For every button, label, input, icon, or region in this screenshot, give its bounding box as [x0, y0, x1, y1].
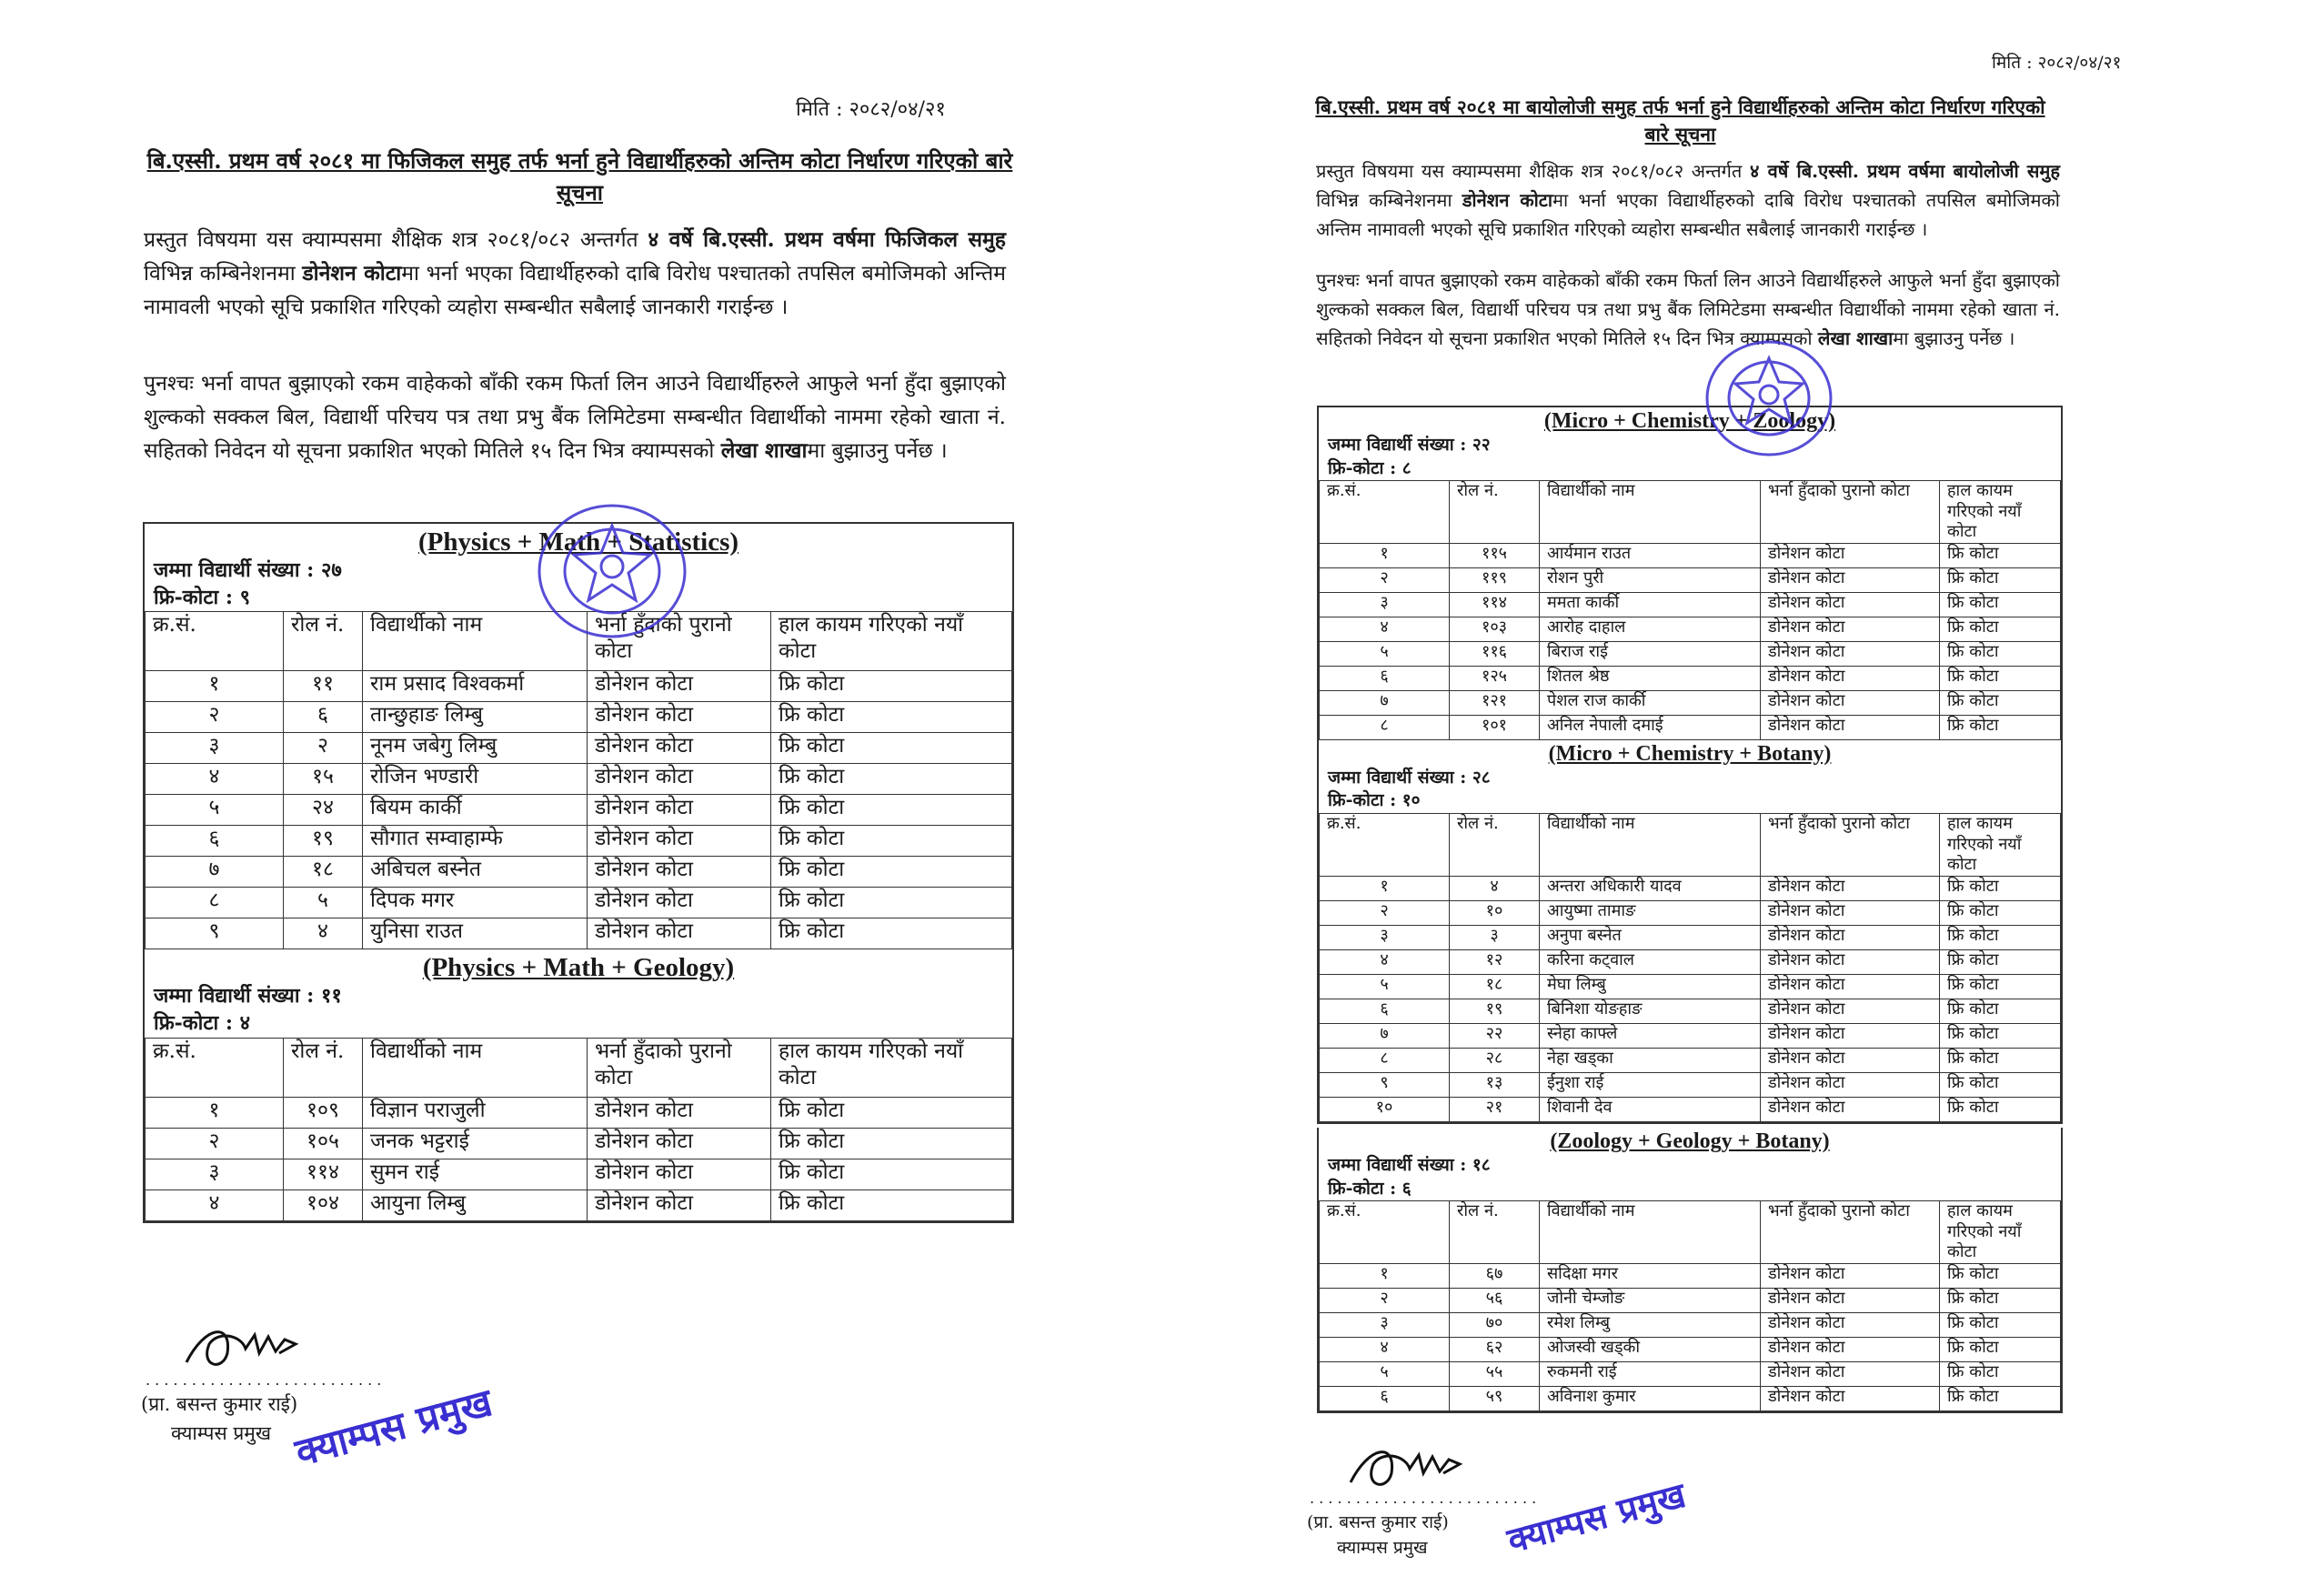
- table-row: [1320, 1097, 2061, 1121]
- cell-student-name: युनिसा राउत: [363, 918, 588, 949]
- cell-roll: १२: [1450, 949, 1540, 974]
- cell-student-name: राम प्रसाद विश्वकर्मा: [363, 671, 588, 702]
- col-new-quota: हाल कायम गरिएको नयाँ कोटा: [1940, 814, 2061, 877]
- postscript-paragraph: पुनश्चः भर्ना वापत बुझाएको रकम वाहेकको बाँकी रकम फिर्ता लिन आउने विद्यार्थीहरुले आफुले भर्ना हुँदा बुझाएको शुल्कको सक्कल बिल, विद्यार्थी परिचय पत्र तथा प्रभु बैंक लिमिटेडमा सम्बन्धीत विद्यार्थीको नाममा रहेको खाता नं. सहितको निवेदन यो सूचना प्रकाशित भएको मितिले १५ दिन भित्र क्याम्पसको लेखा शाखामा बुझाउनु पर्नेछ ।: [144, 372, 1006, 463]
- table-row: [1320, 876, 2061, 900]
- table-row: [146, 671, 1012, 702]
- section-title: (Physics + Math + Statistics): [417, 527, 739, 557]
- col-roll: रोल नं.: [1450, 814, 1540, 877]
- cell-new-quota: फ्रि कोटा: [1940, 900, 2061, 925]
- table-row: [1320, 925, 2061, 949]
- cell-roll: ११४: [284, 1159, 363, 1189]
- cell-student-name: आयुना लिम्बु: [363, 1189, 588, 1220]
- signer-name: (प्रा. बसन्त कुमार राई): [141, 1393, 298, 1415]
- cell-old-quota: डोनेशन कोटा: [588, 1159, 771, 1189]
- cell-roll: ११४: [1450, 592, 1540, 617]
- cell-student-name: ईनुशा राई: [1540, 1072, 1761, 1097]
- table-row: [146, 702, 1012, 733]
- cell-new-quota: फ्रि कोटा: [1940, 1288, 2061, 1312]
- cell-new-quota: फ्रि कोटा: [1940, 1386, 2061, 1410]
- table-row: [146, 857, 1012, 888]
- cell-student-name: बियम कार्की: [363, 795, 588, 826]
- cell-roll: ६: [284, 702, 363, 733]
- cell-old-quota: डोनेशन कोटा: [1761, 949, 1940, 974]
- table-row: [1320, 974, 2061, 999]
- cell-student-name: नेहा खड्का: [1540, 1048, 1761, 1072]
- table-row: [146, 1128, 1012, 1159]
- cell-old-quota: डोनेशन कोटा: [1761, 715, 1940, 739]
- table-row: [1320, 592, 2061, 617]
- cell-serial: ३: [1320, 592, 1450, 617]
- quota-tables: [1317, 406, 2063, 1124]
- table-row: [1320, 1337, 2061, 1361]
- cell-new-quota: फ्रि कोटा: [1940, 949, 2061, 974]
- cell-student-name: रुकमनी राई: [1540, 1361, 1761, 1386]
- cell-old-quota: डोनेशन कोटा: [1761, 999, 1940, 1023]
- cell-new-quota: फ्रि कोटा: [771, 764, 1012, 795]
- cell-serial: ४: [1320, 617, 1450, 641]
- cell-student-name: बिराज राई: [1540, 641, 1761, 666]
- cell-serial: ३: [146, 1159, 284, 1189]
- cell-roll: ३: [1450, 925, 1540, 949]
- cell-new-quota: फ्रि कोटा: [1940, 1263, 2061, 1288]
- cell-roll: १२१: [1450, 690, 1540, 715]
- cell-old-quota: डोनेशन कोटा: [1761, 1361, 1940, 1386]
- table-row: [1320, 715, 2061, 739]
- cell-student-name: ओजस्वी खड्की: [1540, 1337, 1761, 1361]
- cell-student-name: सौगात सम्वाहाम्फे: [363, 826, 588, 857]
- cell-serial: ५: [1320, 1361, 1450, 1386]
- col-new-quota: हाल कायम गरिएको नयाँ कोटा: [1940, 481, 2061, 544]
- total-students: जम्मा विद्यार्थी संख्या : २२: [1328, 435, 1491, 455]
- cell-student-name: अनुपा बस्नेत: [1540, 925, 1761, 949]
- cell-new-quota: फ्रि कोटा: [771, 857, 1012, 888]
- cell-serial: ४: [1320, 949, 1450, 974]
- cell-serial: ३: [1320, 1312, 1450, 1337]
- cell-serial: ६: [1320, 666, 1450, 690]
- cell-old-quota: डोनेशन कोटा: [588, 857, 771, 888]
- cell-serial: २: [1320, 900, 1450, 925]
- table-row: [1320, 1072, 2061, 1097]
- cell-serial: ८: [146, 888, 284, 918]
- cell-serial: ६: [1320, 999, 1450, 1023]
- cell-serial: २: [1320, 1288, 1450, 1312]
- cell-old-quota: डोनेशन कोटा: [1761, 592, 1940, 617]
- intro-paragraph: प्रस्तुत विषयमा यस क्याम्पसमा शैक्षिक शत्र २०८१/०८२ अन्तर्गत ४ वर्षे बि.एस्सी. प्रथम वर्षमा फिजिकल समुह विभिन्न कम्बिनेशनमा डोनेशन कोटामा भर्ना भएका विद्यार्थीहरुको दाबि विरोध पश्चातको तपसिल बमोजिमको अन्तिम नामावली भएको सूचि प्रकाशित गरिएको व्यहोरा सम्बन्धीत सबैलाई जानकारी गराईन्छ ।: [144, 227, 1006, 319]
- cell-serial: ८: [1320, 1048, 1450, 1072]
- cell-new-quota: फ्रि कोटा: [1940, 543, 2061, 567]
- section-title: (Physics + Math + Geology): [422, 953, 735, 983]
- cell-roll: ४: [284, 918, 363, 949]
- cell-roll: १५: [284, 764, 363, 795]
- cell-student-name: आर्यमान राउत: [1540, 543, 1761, 567]
- cell-serial: ५: [146, 795, 284, 826]
- table-row: [146, 764, 1012, 795]
- cell-student-name: शितल श्रेष्ठ: [1540, 666, 1761, 690]
- cell-roll: १०१: [1450, 715, 1540, 739]
- col-serial: क्र.सं.: [1320, 1201, 1450, 1264]
- table-row: [1320, 641, 2061, 666]
- intro-paragraph: प्रस्तुत विषयमा यस क्याम्पसमा शैक्षिक शत्र २०८१/०८२ अन्तर्गत ४ वर्षे बि.एस्सी. प्रथम वर्षमा बायोलोजी समुह विभिन्न कम्बिनेशनमा डोनेशन कोटामा भर्ना भएका विद्यार्थीहरुको दाबि विरोध पश्चातको तपसिल बमोजिमको अन्तिम नामावली भएको सूचि प्रकाशित गरिएको व्यहोरा सम्बन्धीत सबैलाई जानकारी गराईन्छ ।: [1316, 160, 2061, 240]
- col-new-quota: हाल कायम गरिएको नयाँ कोटा: [771, 612, 1012, 671]
- notice-page-biology: [1150, 0, 2321, 1596]
- cell-new-quota: फ्रि कोटा: [771, 918, 1012, 949]
- col-old-quota: भर्ना हुँदाको पुरानो कोटा: [1761, 814, 1940, 877]
- cell-new-quota: फ्रि कोटा: [771, 795, 1012, 826]
- cell-old-quota: डोनेशन कोटा: [1761, 641, 1940, 666]
- cell-student-name: ममता कार्की: [1540, 592, 1761, 617]
- cell-old-quota: डोनेशन कोटा: [588, 795, 771, 826]
- cell-old-quota: डोनेशन कोटा: [1761, 1263, 1940, 1288]
- seal-icon: [1701, 335, 1837, 462]
- cell-roll: १९: [1450, 999, 1540, 1023]
- col-serial: क्र.सं.: [1320, 814, 1450, 877]
- cell-student-name: विज्ञान पराजुली: [363, 1097, 588, 1128]
- cell-old-quota: डोनेशन कोटा: [1761, 1386, 1940, 1410]
- cell-roll: २८: [1450, 1048, 1540, 1072]
- cell-old-quota: डोनेशन कोटा: [1761, 567, 1940, 592]
- col-name: विद्यार्थीको नाम: [1540, 814, 1761, 877]
- col-name: विद्यार्थीको नाम: [1540, 1201, 1761, 1264]
- cell-roll: १०४: [284, 1189, 363, 1220]
- signature-line: . . . . . . . . . . . . . . . . . . . . . . . . .: [1310, 1490, 1537, 1507]
- quota-table: [1319, 480, 2061, 740]
- cell-roll: ११५: [1450, 543, 1540, 567]
- cell-serial: ३: [146, 733, 284, 764]
- signer-role: क्याम्पस प्रमुख: [171, 1422, 272, 1444]
- table-row: [146, 888, 1012, 918]
- table-row: [1320, 1288, 2061, 1312]
- cell-student-name: सुमन राई: [363, 1159, 588, 1189]
- cell-student-name: दिपक मगर: [363, 888, 588, 918]
- cell-old-quota: डोनेशन कोटा: [588, 918, 771, 949]
- table-row: [1320, 666, 2061, 690]
- cell-serial: ३: [1320, 925, 1450, 949]
- cell-student-name: जोनी चेम्जोङ: [1540, 1288, 1761, 1312]
- cell-serial: ५: [1320, 641, 1450, 666]
- cell-roll: २४: [284, 795, 363, 826]
- cell-student-name: पेशल राज कार्की: [1540, 690, 1761, 715]
- cell-roll: ४: [1450, 876, 1540, 900]
- postscript-paragraph: पुनश्चः भर्ना वापत बुझाएको रकम वाहेकको बाँकी रकम फिर्ता लिन आउने विद्यार्थीहरुले आफुले भर्ना हुँदा बुझाएको शुल्कको सक्कल बिल, विद्यार्थी परिचय पत्र तथा प्रभु बैंक लिमिटेडमा सम्बन्धीत विद्यार्थीको नाममा रहेको खाता नं. सहितको निवेदन यो सूचना प्रकाशित भएको मितिले १५ दिन भित्र क्याम्पसको लेखा शाखामा बुझाउनु पर्नेछ ।: [1316, 269, 2060, 349]
- cell-new-quota: फ्रि कोटा: [771, 1189, 1012, 1220]
- cell-old-quota: डोनेशन कोटा: [1761, 925, 1940, 949]
- cell-student-name: सदिक्षा मगर: [1540, 1263, 1761, 1288]
- table-row: [146, 1097, 1012, 1128]
- free-quota-count: फ्रि-कोटा : ६: [1328, 1178, 1412, 1199]
- cell-student-name: शिवानी देव: [1540, 1097, 1761, 1121]
- col-old-quota: भर्ना हुँदाको पुरानो कोटा: [588, 1038, 771, 1097]
- seal-icon: [532, 498, 691, 644]
- cell-new-quota: फ्रि कोटा: [1940, 974, 2061, 999]
- cell-roll: १८: [1450, 974, 1540, 999]
- cell-new-quota: फ्रि कोटा: [1940, 715, 2061, 739]
- cell-student-name: अनिल नेपाली दमाई: [1540, 715, 1761, 739]
- cell-new-quota: फ्रि कोटा: [1940, 592, 2061, 617]
- cell-new-quota: फ्रि कोटा: [1940, 666, 2061, 690]
- role-stamp: क्याम्पस प्रमुख: [290, 1380, 497, 1475]
- table-row: [146, 918, 1012, 949]
- cell-student-name: आयुष्मा तामाङ: [1540, 900, 1761, 925]
- cell-student-name: रमेश लिम्बु: [1540, 1312, 1761, 1337]
- role-stamp: क्याम्पस प्रमुख: [1502, 1474, 1690, 1561]
- notice-date: मिति : २०८२/०४/२१: [796, 98, 946, 121]
- cell-roll: १९: [284, 826, 363, 857]
- cell-roll: ५६: [1450, 1288, 1540, 1312]
- table-row: [146, 795, 1012, 826]
- col-roll: रोल नं.: [1450, 481, 1540, 544]
- cell-serial: २: [1320, 567, 1450, 592]
- col-serial: क्र.सं.: [146, 1038, 284, 1097]
- cell-serial: १: [1320, 543, 1450, 567]
- table-row: [1320, 1361, 2061, 1386]
- col-old-quota: भर्ना हुँदाको पुरानो कोटा: [1761, 1201, 1940, 1264]
- table-row: [1320, 690, 2061, 715]
- cell-new-quota: फ्रि कोटा: [1940, 1048, 2061, 1072]
- cell-old-quota: डोनेशन कोटा: [588, 733, 771, 764]
- cell-serial: १: [1320, 876, 1450, 900]
- col-serial: क्र.सं.: [146, 612, 284, 671]
- total-students: जम्मा विद्यार्थी संख्या : ११: [154, 984, 342, 1009]
- free-quota-count: फ्रि-कोटा : १०: [1328, 790, 1421, 811]
- cell-serial: १: [146, 1097, 284, 1128]
- cell-serial: २: [146, 702, 284, 733]
- cell-roll: १२५: [1450, 666, 1540, 690]
- cell-roll: १०९: [284, 1097, 363, 1128]
- free-quota-count: फ्रि-कोटा : ८: [1328, 457, 1412, 478]
- cell-new-quota: फ्रि कोटा: [1940, 1097, 2061, 1121]
- section-title: (Micro + Chemistry + Zoology): [1543, 409, 1836, 433]
- free-quota-count: फ्रि-कोटा : ४: [154, 1011, 251, 1036]
- table-row: [1320, 543, 2061, 567]
- cell-old-quota: डोनेशन कोटा: [588, 764, 771, 795]
- section-title: (Zoology + Geology + Botany): [1550, 1129, 1830, 1153]
- quota-tables-continued: [1317, 1128, 2063, 1413]
- col-old-quota: भर्ना हुँदाको पुरानो कोटा: [1761, 481, 1940, 544]
- table-row: [1320, 1023, 2061, 1048]
- cell-roll: १३: [1450, 1072, 1540, 1097]
- total-students: जम्मा विद्यार्थी संख्या : २७: [154, 558, 342, 582]
- col-new-quota: हाल कायम गरिएको नयाँ कोटा: [771, 1038, 1012, 1097]
- table-row: [1320, 1048, 2061, 1072]
- cell-old-quota: डोनेशन कोटा: [588, 888, 771, 918]
- cell-old-quota: डोनेशन कोटा: [1761, 690, 1940, 715]
- notice-page-physical: [0, 0, 1150, 1596]
- cell-student-name: अविनाश कुमार: [1540, 1386, 1761, 1410]
- cell-old-quota: डोनेशन कोटा: [1761, 974, 1940, 999]
- cell-old-quota: डोनेशन कोटा: [1761, 666, 1940, 690]
- cell-student-name: रोशन पुरी: [1540, 567, 1761, 592]
- cell-old-quota: डोनेशन कोटा: [588, 1128, 771, 1159]
- cell-student-name: अन्तरा अधिकारी यादव: [1540, 876, 1761, 900]
- table-row: [1320, 1263, 2061, 1288]
- cell-roll: ७०: [1450, 1312, 1540, 1337]
- col-roll: रोल नं.: [1450, 1201, 1540, 1264]
- col-name: विद्यार्थीको नाम: [1540, 481, 1761, 544]
- quota-table: [1319, 1200, 2061, 1411]
- cell-old-quota: डोनेशन कोटा: [1761, 900, 1940, 925]
- cell-roll: ११: [284, 671, 363, 702]
- table-row: [1320, 1312, 2061, 1337]
- col-roll: रोल नं.: [284, 612, 363, 671]
- cell-old-quota: डोनेशन कोटा: [588, 671, 771, 702]
- cell-roll: ११९: [1450, 567, 1540, 592]
- cell-new-quota: फ्रि कोटा: [1940, 1023, 2061, 1048]
- col-old-quota: भर्ना हुँदाको पुरानो कोटा: [588, 612, 771, 671]
- total-students: जम्मा विद्यार्थी संख्या : २८: [1328, 767, 1491, 788]
- col-name: विद्यार्थीको नाम: [363, 1038, 588, 1097]
- cell-roll: १०५: [284, 1128, 363, 1159]
- table-row: [1320, 1386, 2061, 1410]
- cell-old-quota: डोनेशन कोटा: [1761, 1072, 1940, 1097]
- cell-serial: ७: [1320, 1023, 1450, 1048]
- cell-roll: २: [284, 733, 363, 764]
- cell-student-name: जनक भट्टराई: [363, 1128, 588, 1159]
- cell-old-quota: डोनेशन कोटा: [1761, 1312, 1940, 1337]
- cell-new-quota: फ्रि कोटा: [1940, 925, 2061, 949]
- signer-name: (प्रा. बसन्त कुमार राई): [1307, 1512, 1449, 1532]
- cell-new-quota: फ्रि कोटा: [1940, 1072, 2061, 1097]
- cell-serial: १: [146, 671, 284, 702]
- cell-new-quota: फ्रि कोटा: [1940, 567, 2061, 592]
- col-name: विद्यार्थीको नाम: [363, 612, 588, 671]
- cell-old-quota: डोनेशन कोटा: [1761, 617, 1940, 641]
- cell-serial: ४: [146, 764, 284, 795]
- cell-roll: २२: [1450, 1023, 1540, 1048]
- cell-student-name: बिनिशा योङहाङ: [1540, 999, 1761, 1023]
- cell-old-quota: डोनेशन कोटा: [1761, 876, 1940, 900]
- cell-serial: ८: [1320, 715, 1450, 739]
- cell-serial: ६: [1320, 1386, 1450, 1410]
- cell-new-quota: फ्रि कोटा: [1940, 690, 2061, 715]
- cell-serial: ६: [146, 826, 284, 857]
- cell-student-name: अबिचल बस्नेत: [363, 857, 588, 888]
- cell-serial: ७: [146, 857, 284, 888]
- col-new-quota: हाल कायम गरिएको नयाँ कोटा: [1940, 1201, 2061, 1264]
- cell-new-quota: फ्रि कोटा: [1940, 1337, 2061, 1361]
- cell-old-quota: डोनेशन कोटा: [1761, 543, 1940, 567]
- table-row: [1320, 900, 2061, 925]
- cell-serial: ९: [146, 918, 284, 949]
- table-row: [1320, 617, 2061, 641]
- section-title: (Micro + Chemistry + Botany): [1548, 741, 1832, 766]
- cell-roll: ५५: [1450, 1361, 1540, 1386]
- cell-serial: १: [1320, 1263, 1450, 1288]
- cell-serial: ५: [1320, 974, 1450, 999]
- table-row: [146, 1189, 1012, 1220]
- cell-student-name: स्नेहा काफ्ले: [1540, 1023, 1761, 1048]
- cell-old-quota: डोनेशन कोटा: [1761, 1097, 1940, 1121]
- cell-roll: ५९: [1450, 1386, 1540, 1410]
- cell-old-quota: डोनेशन कोटा: [1761, 1023, 1940, 1048]
- cell-roll: १०: [1450, 900, 1540, 925]
- cell-new-quota: फ्रि कोटा: [771, 671, 1012, 702]
- cell-old-quota: डोनेशन कोटा: [1761, 1048, 1940, 1072]
- cell-roll: ५: [284, 888, 363, 918]
- cell-new-quota: फ्रि कोटा: [771, 1159, 1012, 1189]
- cell-serial: ४: [1320, 1337, 1450, 1361]
- total-students: जम्मा विद्यार्थी संख्या : १८: [1328, 1155, 1491, 1175]
- cell-roll: ६२: [1450, 1337, 1540, 1361]
- cell-new-quota: फ्रि कोटा: [771, 702, 1012, 733]
- cell-serial: ४: [146, 1189, 284, 1220]
- free-quota-count: फ्रि-कोटा : ९: [154, 585, 251, 609]
- col-serial: क्र.सं.: [1320, 481, 1450, 544]
- notice-title: बि.एस्सी. प्रथम वर्ष २०८१ मा बायोलोजी समुह तर्फ भर्ना हुने विद्यार्थीहरुको अन्तिम कोटा निर्धारण गरिएको बारे सूचना: [1315, 95, 2045, 146]
- cell-new-quota: फ्रि कोटा: [1940, 999, 2061, 1023]
- cell-roll: १०३: [1450, 617, 1540, 641]
- signer-role: क्याम्पस प्रमुख: [1337, 1538, 1428, 1558]
- cell-new-quota: फ्रि कोटा: [1940, 876, 2061, 900]
- cell-new-quota: फ्रि कोटा: [1940, 641, 2061, 666]
- cell-serial: ९: [1320, 1072, 1450, 1097]
- quota-table: [1319, 813, 2061, 1122]
- table-row: [1320, 999, 2061, 1023]
- cell-student-name: आरोह दाहाल: [1540, 617, 1761, 641]
- cell-new-quota: फ्रि कोटा: [771, 733, 1012, 764]
- cell-new-quota: फ्रि कोटा: [771, 1097, 1012, 1128]
- cell-student-name: मेघा लिम्बु: [1540, 974, 1761, 999]
- quota-table: [145, 1038, 1012, 1221]
- cell-serial: २: [146, 1128, 284, 1159]
- cell-new-quota: फ्रि कोटा: [771, 888, 1012, 918]
- cell-old-quota: डोनेशन कोटा: [588, 1097, 771, 1128]
- cell-old-quota: डोनेशन कोटा: [1761, 1337, 1940, 1361]
- cell-roll: २१: [1450, 1097, 1540, 1121]
- cell-old-quota: डोनेशन कोटा: [588, 826, 771, 857]
- table-row: [146, 826, 1012, 857]
- signature-line: . . . . . . . . . . . . . . . . . . . . . . . . . .: [146, 1371, 382, 1389]
- table-row: [1320, 949, 2061, 974]
- table-row: [146, 733, 1012, 764]
- table-row: [1320, 567, 2061, 592]
- table-row: [146, 1159, 1012, 1189]
- cell-old-quota: डोनेशन कोटा: [1761, 1288, 1940, 1312]
- col-roll: रोल नं.: [284, 1038, 363, 1097]
- cell-new-quota: फ्रि कोटा: [1940, 1312, 2061, 1337]
- cell-new-quota: फ्रि कोटा: [1940, 617, 2061, 641]
- cell-new-quota: फ्रि कोटा: [771, 1128, 1012, 1159]
- quota-table: [145, 611, 1012, 949]
- cell-old-quota: डोनेशन कोटा: [588, 702, 771, 733]
- cell-student-name: करिना कट्वाल: [1540, 949, 1761, 974]
- cell-serial: १०: [1320, 1097, 1450, 1121]
- cell-serial: ७: [1320, 690, 1450, 715]
- cell-student-name: नूनम जबेगु लिम्बु: [363, 733, 588, 764]
- cell-new-quota: फ्रि कोटा: [771, 826, 1012, 857]
- cell-student-name: तान्छुहाङ लिम्बु: [363, 702, 588, 733]
- cell-roll: ६७: [1450, 1263, 1540, 1288]
- cell-old-quota: डोनेशन कोटा: [588, 1189, 771, 1220]
- cell-new-quota: फ्रि कोटा: [1940, 1361, 2061, 1386]
- cell-student-name: रोजिन भण्डारी: [363, 764, 588, 795]
- cell-roll: १८: [284, 857, 363, 888]
- notice-title: बि.एस्सी. प्रथम वर्ष २०८१ मा फिजिकल समुह तर्फ भर्ना हुने विद्यार्थीहरुको अन्तिम कोटा निर्धारण गरिएको बारे सूचना: [146, 147, 1013, 206]
- cell-roll: ११६: [1450, 641, 1540, 666]
- notice-date: मिति : २०८२/०४/२१: [1992, 53, 2122, 73]
